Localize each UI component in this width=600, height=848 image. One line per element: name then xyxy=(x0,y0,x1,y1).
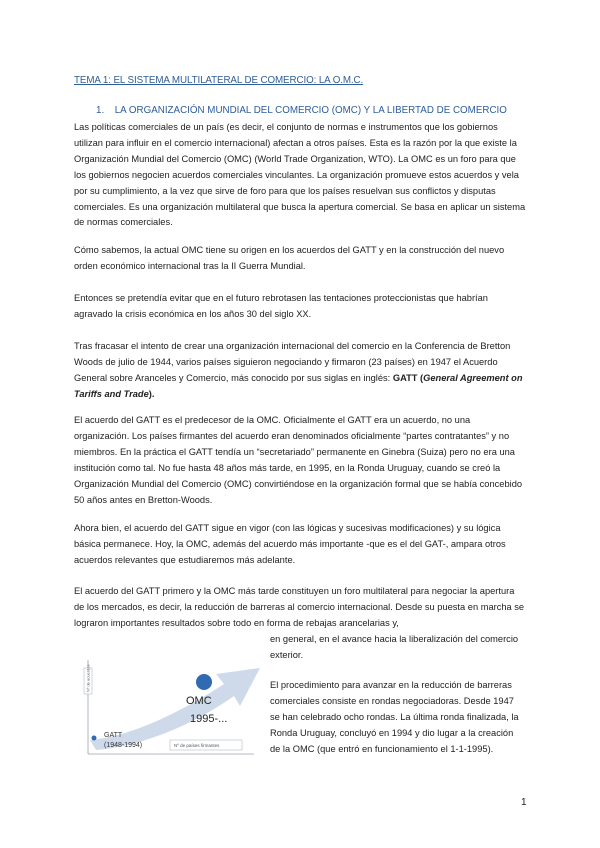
section-heading xyxy=(96,105,507,116)
paragraph-3: Entonces se pretendía evitar que en el futuro rebrotasen las tentaciones proteccionistas que habrían agravado la crisis económica en los años 30 del siglo XX. xyxy=(74,293,488,319)
gatt-omc-diagram xyxy=(74,654,262,758)
paragraph-4 xyxy=(74,339,526,403)
paragraph-6: Ahora bien, el acuerdo del GATT sigue en vigor (con las lógicas y sucesivas modificaciones) y su lógica básica permanece. Hoy, la OMC, además del acuerdo más importante -que es el del GAT-, ampara otros acuerdos relevantes que estudiaremos más adelante. xyxy=(74,523,506,565)
p4-end: ). xyxy=(148,388,155,399)
section-title: LA ORGANIZACIÓN MUNDIAL DEL COMERCIO (OMC) Y LA LIBERTAD DE COMERCIO xyxy=(114,105,507,116)
paragraph-8: El procedimiento para avanzar en la reducción de barreras comerciales consiste en rondas negociadoras. Desde 1947 se han celebrado ocho rondas. La última ronda finalizada, la Ronda Uruguay, concluyó en 1994 y dio lugar a la creación de la OMC (que entró en funcionamiento el 1-1-1995). xyxy=(270,680,519,754)
section-number: 1. xyxy=(96,105,105,116)
paragraph-1: Las políticas comerciales de un país (es decir, el conjunto de normas e instrumentos que los gobiernos utilizan para influir en el comercio internacional) afectan a otros países. Esta es la razón por la que existe la Organización Mundial del Comercio (OMC) (World Trade Organization, WTO). La OMC es un foro para que los gobiernos negocien acuerdos comerciales vinculantes. La organización promueve estos acuerdos y vela por su cumplimiento, a la vez que sirve de foro para que los países resuelvan sus conflictos y disputas comerciales. Es una organización multilateral que busca la apertura comercial. Se basa en aplicar un sistema de normas comerciales. xyxy=(74,122,526,228)
vertical-axis-label: Nº de acuerdos xyxy=(85,664,91,692)
document-title: TEMA 1: EL SISTEMA MULTILATERAL DE COMERCIO: LA O.M.C. xyxy=(74,75,364,86)
paragraph-7-continued: en general, en el avance hacia la liberalización del comercio exterior. xyxy=(270,634,519,660)
paragraph-5: El acuerdo del GATT es el predecesor de la OMC. Oficialmente el GATT era un acuerdo, no una organización. Los países firmantes del acuerdo eran denominados oficialmente “partes contratantes” y no miembros. En la práctica el GATT tendía un “secretariado” permanente en Ginebra (Suiza) pero no era una institución como tal. No fue hasta 48 años más tarde, en 1995, en la Ronda Uruguay, cuando se creó la Organización Mundial del Comercio (OMC) convirtiéndose en la organización formal que se había concebido 50 años antes en Bretton-Woods. xyxy=(74,415,523,505)
p4-italic: General Agreement on Tariffs and Trade xyxy=(74,372,523,399)
paragraph-2: Cómo sabemos, la actual OMC tiene su origen en los acuerdos del GATT y en la construcción del nuevo orden económico internacional tras la II Guerra Mundial. xyxy=(74,245,505,271)
omc-label: OMC xyxy=(186,695,212,707)
gatt-years-label: (1948-1994) xyxy=(104,742,143,749)
p4-start: Tras fracasar el intento de crear una organización internacional del comercio en la Conferencia de Bretton Woods de julio de 1944, varios países siguieron negociando y firmaron (23 países) en 1947 el Acuerdo General sobre Aranceles y Comercio, más conocido por sus siglas en inglés: xyxy=(74,341,511,383)
paragraph-7: El acuerdo del GATT primero y la OMC más tarde constituyen un foro multilateral para negociar la apertura de los mercados, es decir, la reducción de barreras al comercio internacional. Desde su puesta en marcha se lograron importantes resultados sobre todo en forma de rebajas arancelarias y, xyxy=(74,586,525,628)
horizontal-axis-label: Nº de países firmantes xyxy=(174,743,220,748)
p4-gatt: GATT xyxy=(392,372,418,383)
omc-dot xyxy=(196,674,212,690)
p4-paren: ( xyxy=(417,372,424,383)
gatt-dot xyxy=(92,736,97,741)
gatt-label: GATT xyxy=(104,732,123,739)
omc-years-label: 1995-... xyxy=(190,713,228,725)
page-number: 1 xyxy=(521,797,527,808)
